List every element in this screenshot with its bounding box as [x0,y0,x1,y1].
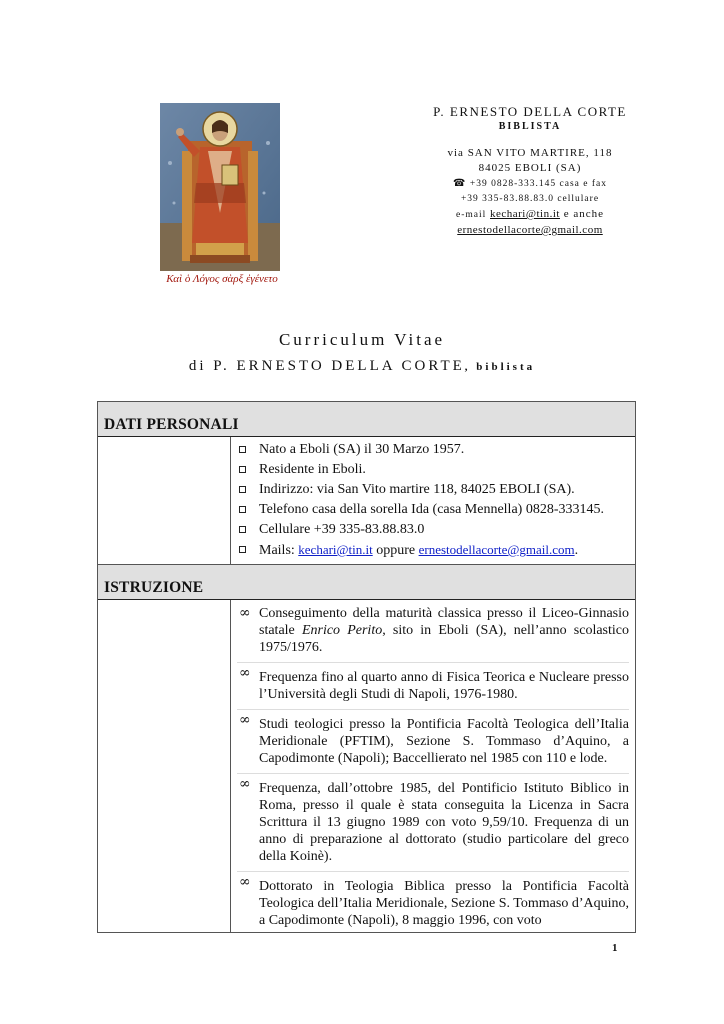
list-item-mails: Mails: kechari@tin.it oppure ernestodellacorte@gmail.com. [237,540,629,561]
phone-home-fax: +39 0828-333.145 casa e fax [469,179,607,189]
christ-pantocrator-icon [160,103,280,271]
list-item: Indirizzo: via San Vito martire 118, 84025 EBOLI (SA). [237,480,629,500]
contact-block [400,104,660,238]
infinity-bullet-icon: ∞ [239,874,251,890]
section-header-education [98,564,635,600]
list-item: Cellulare +39 335-83.88.83.0 [237,520,629,540]
section-body-education [98,600,635,932]
checkbox-bullet-icon [239,446,246,453]
phone-line-2: +39 335-83.88.83.0 cellulare [460,194,600,204]
section-title-education: ISTRUZIONE [104,579,204,596]
infinity-bullet-icon: ∞ [239,776,251,792]
author-name: P. ERNESTO DELLA CORTE [433,104,627,119]
email-link-2[interactable]: ernestodellacorte@gmail.com [457,224,603,236]
personal-list [237,440,629,561]
checkbox-bullet-icon [239,486,246,493]
cv-table [97,401,636,933]
checkbox-bullet-icon [239,466,246,473]
list-item: Nato a Eboli (SA) il 30 Marzo 1957. [237,440,629,460]
infinity-bullet-icon: ∞ [239,665,251,681]
author-role: BIBLISTA [498,121,562,132]
infinity-bullet-icon: ∞ [239,605,251,621]
list-item: Residente in Eboli. [237,460,629,480]
cv-subtitle [0,358,724,375]
cv-title: Curriculum Vitae [278,330,446,349]
telephone-icon: ☎ [453,178,467,189]
left-column-personal [98,437,231,564]
page-number: 1 [612,942,618,954]
infinity-bullet-icon: ∞ [239,712,251,728]
address-line-1: via SAN VITO MARTIRE, 118 [447,147,613,159]
right-column-personal [231,437,635,564]
subtitle-name: di P. ERNESTO DELLA CORTE [188,358,465,374]
checkbox-bullet-icon [239,526,246,533]
section-title-personal: DATI PERSONALI [104,416,239,433]
list-item: Telefono casa della sorella Ida (casa Mennella) 0828-333145. [237,500,629,520]
mail-link-1[interactable]: kechari@tin.it [298,542,373,557]
list-item: ∞ Frequenza, dall’ottobre 1985, del Pontificio Istituto Biblico in Roma, presso il quale è stata conseguita la Licenza in Sacra Scrittura il 13 giugno 1989 con voto 9,59/10. Frequenza di un anno di preparazione al dottorato (studio particolare del greco della Koinè). [237,773,629,865]
address-line-2: 84025 EBOLI (SA) [478,162,582,174]
education-list [237,603,629,929]
list-item: ∞ Dottorato in Teologia Biblica presso la Pontificia Facoltà Teologica dell’Italia Meridionale, Sezione S. Tommaso d’Aquino, a Capodimonte (Napoli), 8 maggio 1996, con voto [237,871,629,929]
checkbox-bullet-icon [239,506,246,513]
checkbox-bullet-icon [239,546,246,553]
mail-link-2[interactable]: ernestodellacorte@gmail.com [418,542,575,557]
email-link-1[interactable]: kechari@tin.it [490,208,560,220]
right-column-education [231,600,635,932]
email-prefix: e-mail [455,210,487,220]
subtitle-role: , biblista [464,361,536,373]
list-item: ∞ Frequenza fino al quarto anno di Fisica Teorica e Nucleare presso l’Università degli Studi di Napoli, 1976-1980. [237,662,629,703]
section-body-personal [98,437,635,564]
phone-line-1 [400,176,660,192]
email-joiner: e anche [563,208,605,220]
email-line [400,207,660,223]
list-item: ∞ Studi teologici presso la Pontificia Facoltà Teologica dell’Italia Meridionale (PFTIM), Sezione S. Tommaso d’Aquino, a Capodimonte (Napoli); Baccellierato nel 1985 con 110 e lode. [237,709,629,767]
left-column-education [98,600,231,932]
icon-caption: Καὶ ὁ Λόγος σὰρξ ἐγένετο [166,273,278,285]
section-header-personal [98,402,635,437]
list-item: ∞ Conseguimento della maturità classica presso il Liceo-Ginnasio statale Enrico Perito, sito in Eboli (SA), nell’anno scolastico 1975/1976. [239,605,629,655]
